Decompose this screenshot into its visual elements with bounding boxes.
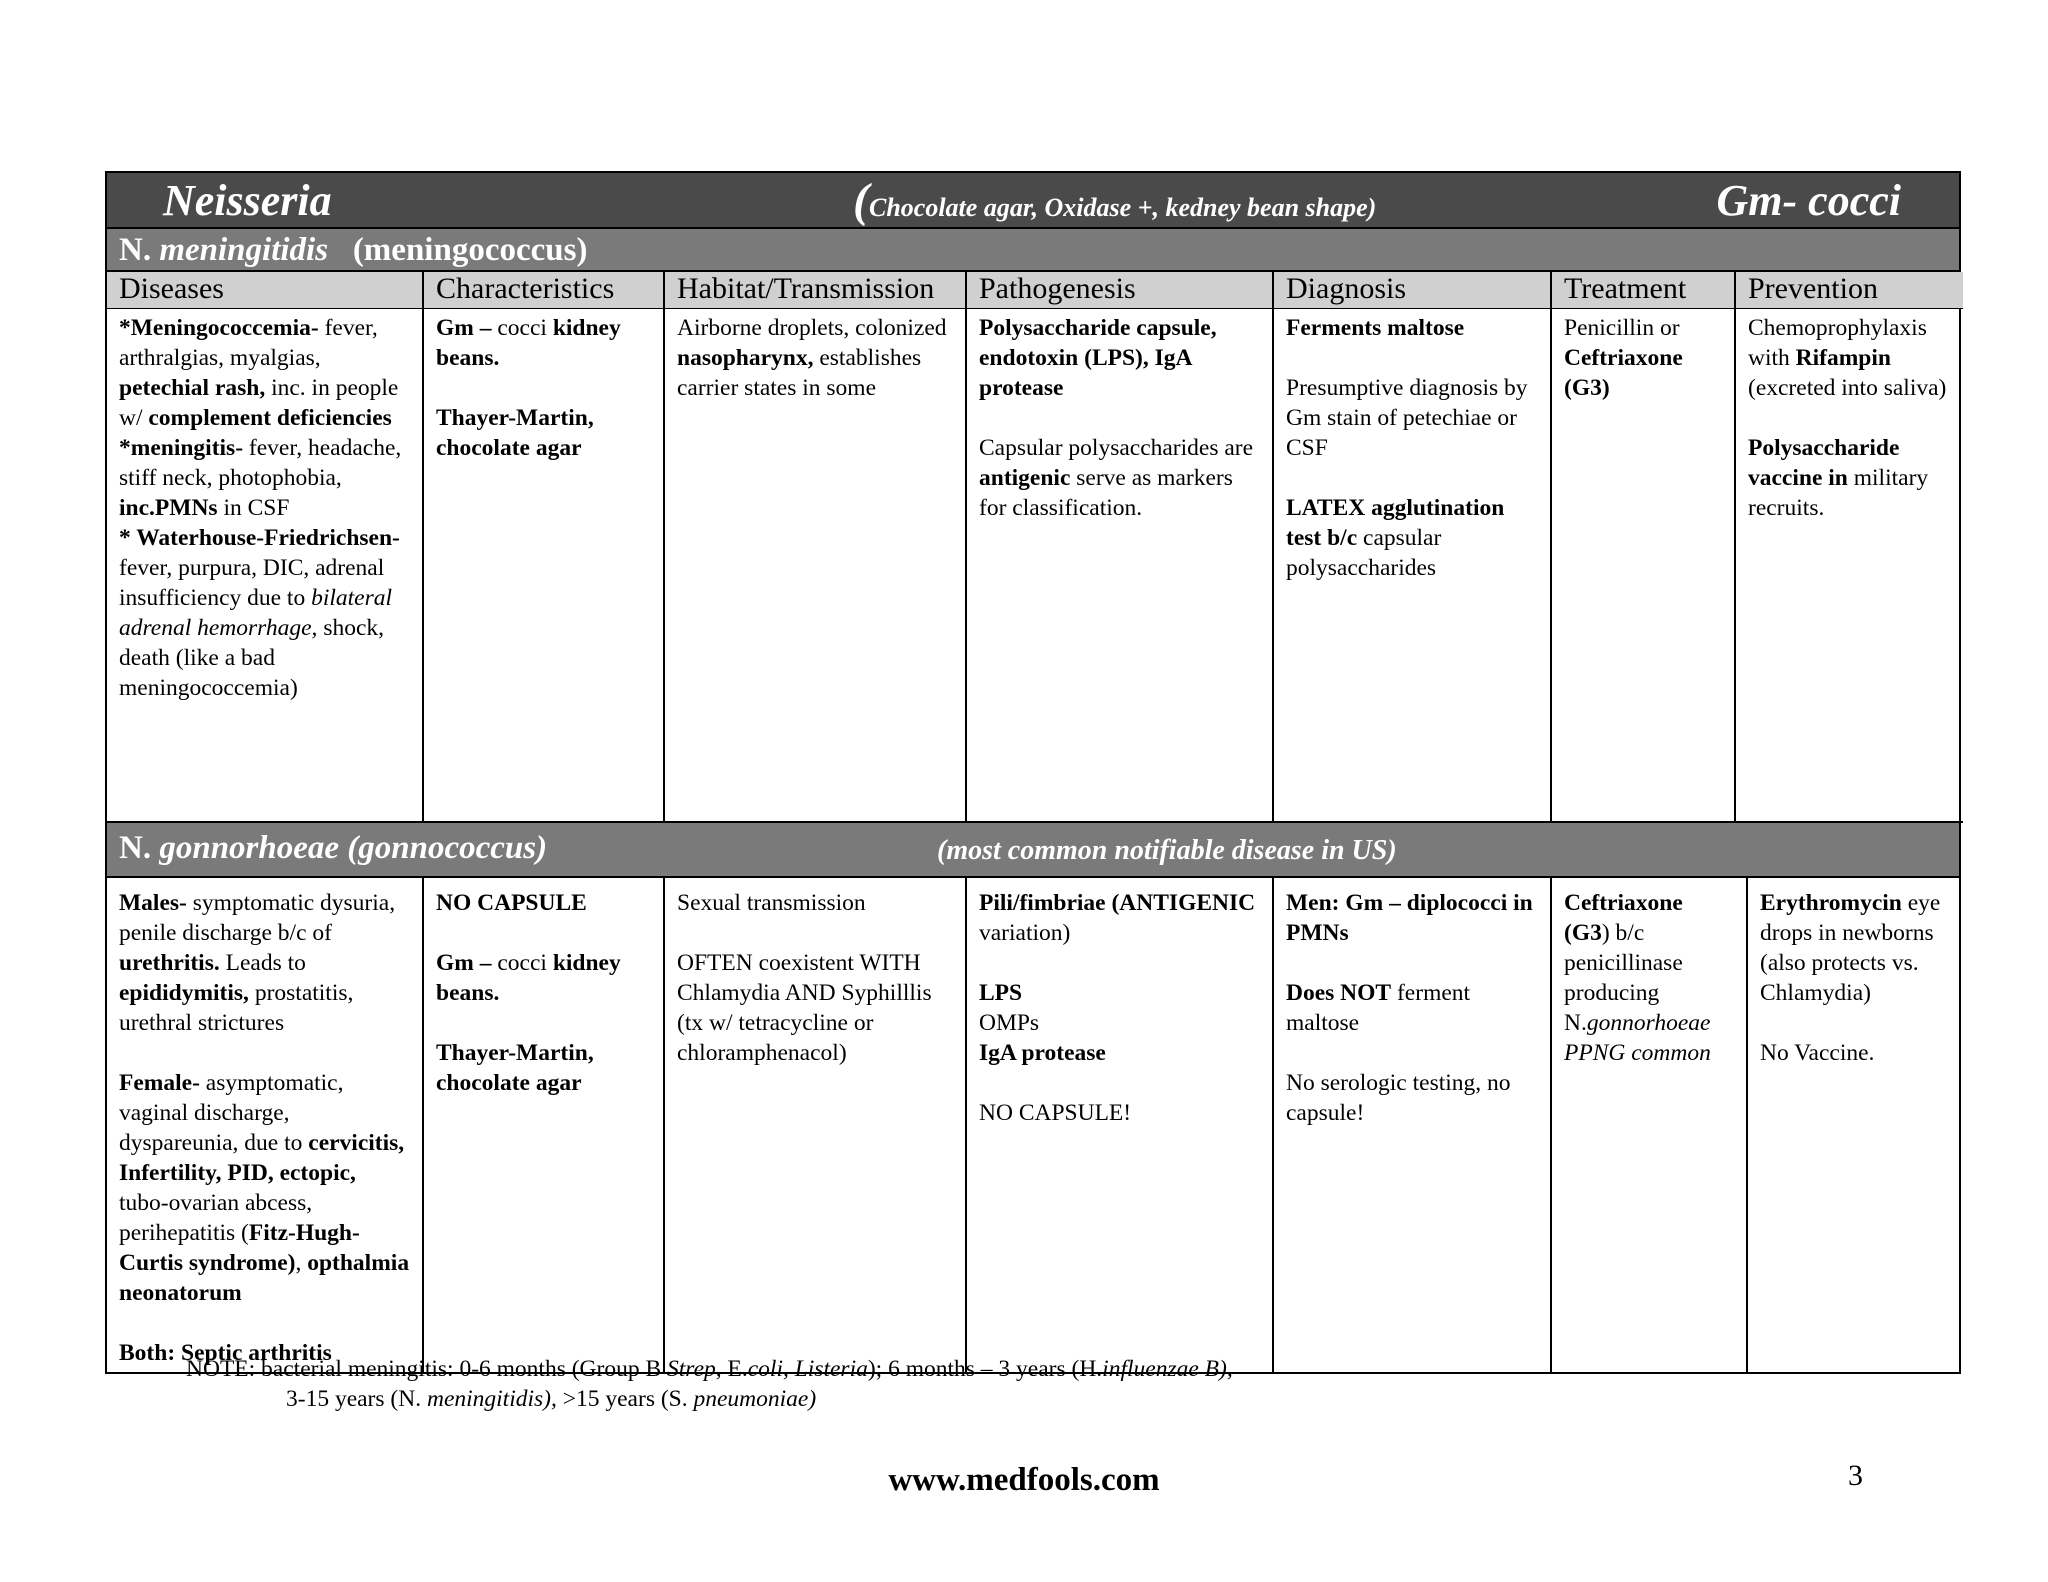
neisseria-table	[105, 171, 1961, 1374]
col-header-diagnosis: Diagnosis	[1273, 272, 1551, 308]
col-header-pathogenesis: Pathogenesis	[966, 272, 1273, 308]
gonorrhoeae-treatment: Ceftriaxone (G3) b/c penicillinase producing N.gonnorhoeae PPNG common	[1551, 878, 1747, 1372]
meningitidis-row	[107, 308, 1963, 822]
col-header-treatment: Treatment	[1551, 272, 1735, 308]
page-number: 3	[1848, 1459, 1863, 1492]
title-band	[107, 173, 1959, 229]
gonorrhoeae-diseases: Males- symptomatic dysuria, penile discharge b/c of urethritis. Leads to epididymitis, prostatitis, urethral strictures Female- asymptomatic, vaginal discharge, dyspareunia, due to cervicitis, Infertility, PID, ectopic, tubo-ovarian abcess, perihepatitis (Fitz-Hugh-Curtis syndrome), opthalmia neonatorum Both: Septic arthritis	[107, 878, 423, 1372]
meningitidis-prevention: Chemoprophylaxis with Rifampin (excreted into saliva) Polysaccharide vaccine in military recruits.	[1735, 308, 1963, 822]
col-header-characteristics: Characteristics	[423, 272, 664, 308]
col-header-habitat: Habitat/Transmission	[664, 272, 966, 308]
genus-properties: (Chocolate agar, Oxidase +, kedney bean shape)	[853, 174, 1377, 227]
gonorrhoeae-prevention: Erythromycin eye drops in newborns (also protects vs. Chlamydia) No Vaccine.	[1760, 890, 1941, 1066]
meningitidis-treatment: Penicillin or Ceftriaxone (G3)	[1551, 308, 1735, 822]
meningitidis-diseases: *Meningococcemia- fever, arthralgias, myalgias, petechial rash, inc. in people w/ complement deficiencies *meningitis- fever, headache, stiff neck, photophobia, inc.PMNs in CSF * Waterhouse-Friedrichsen- fever, purpura, DIC, adrenal insufficiency due to bilateral adrenal hemorrhage, shock, death (like a bad meningococcemia)	[107, 308, 423, 822]
footer-website: www.medfools.com	[888, 1462, 1160, 1498]
gonorrhoeae-characteristics: NO CAPSULE Gm – cocci kidney beans. Thayer-Martin, chocolate agar	[423, 878, 664, 1372]
gonorrhoeae-note: (most common notifiable disease in US)	[937, 835, 1397, 866]
meningitidis-pathogenesis: Polysaccharide capsule, endotoxin (LPS), IgA protease Capsular polysaccharides are antigenic serve as markers for classification.	[966, 308, 1273, 822]
gonorrhoeae-table	[107, 878, 1963, 1372]
column-header-row	[107, 272, 1963, 308]
gonorrhoeae-habitat: Sexual transmission OFTEN coexistent WITH Chlamydia AND Syphilllis (tx w/ tetracycline or chloramphenacol)	[664, 878, 966, 1372]
gonorrhoeae-row	[107, 878, 1963, 1372]
meningitidis-characteristics: Gm – cocci kidney beans. Thayer-Martin, chocolate agar	[423, 308, 664, 822]
gonorrhoeae-header: N. gonnorhoeae (gonnococcus) (most common notifiable disease in US)	[107, 823, 1959, 878]
meningitis-note: NOTE: bacterial meningitis: 0-6 months (Group B Strep, E.coli, Listeria); 6 months – 3 years (H.influenzae B), 3-15 years (N. meningitidis), >15 years (S. pneumoniae)	[186, 1356, 1233, 1412]
meningitidis-table	[107, 272, 1963, 823]
gram-stain-label: Gm- cocci	[1716, 176, 1901, 225]
genus-title: Neisseria	[163, 176, 332, 225]
col-header-prevention: Prevention	[1735, 272, 1963, 308]
meningitidis-header: N. meningitidis (meningococcus)	[107, 229, 1959, 272]
meningitidis-diagnosis: Ferments maltose Presumptive diagnosis by Gm stain of petechiae or CSF LATEX agglutination test b/c capsular polysaccharides	[1273, 308, 1551, 822]
col-header-diseases: Diseases	[107, 272, 423, 308]
gonorrhoeae-pathogenesis: Pili/fimbriae (ANTIGENIC variation) LPS OMPs IgA protease NO CAPSULE!	[966, 878, 1273, 1372]
gonorrhoeae-diagnosis: Men: Gm – diplococci in PMNs Does NOT ferment maltose No serologic testing, no capsule!	[1273, 878, 1551, 1372]
meningitidis-habitat: Airborne droplets, colonized nasopharynx, establishes carrier states in some	[664, 308, 966, 822]
